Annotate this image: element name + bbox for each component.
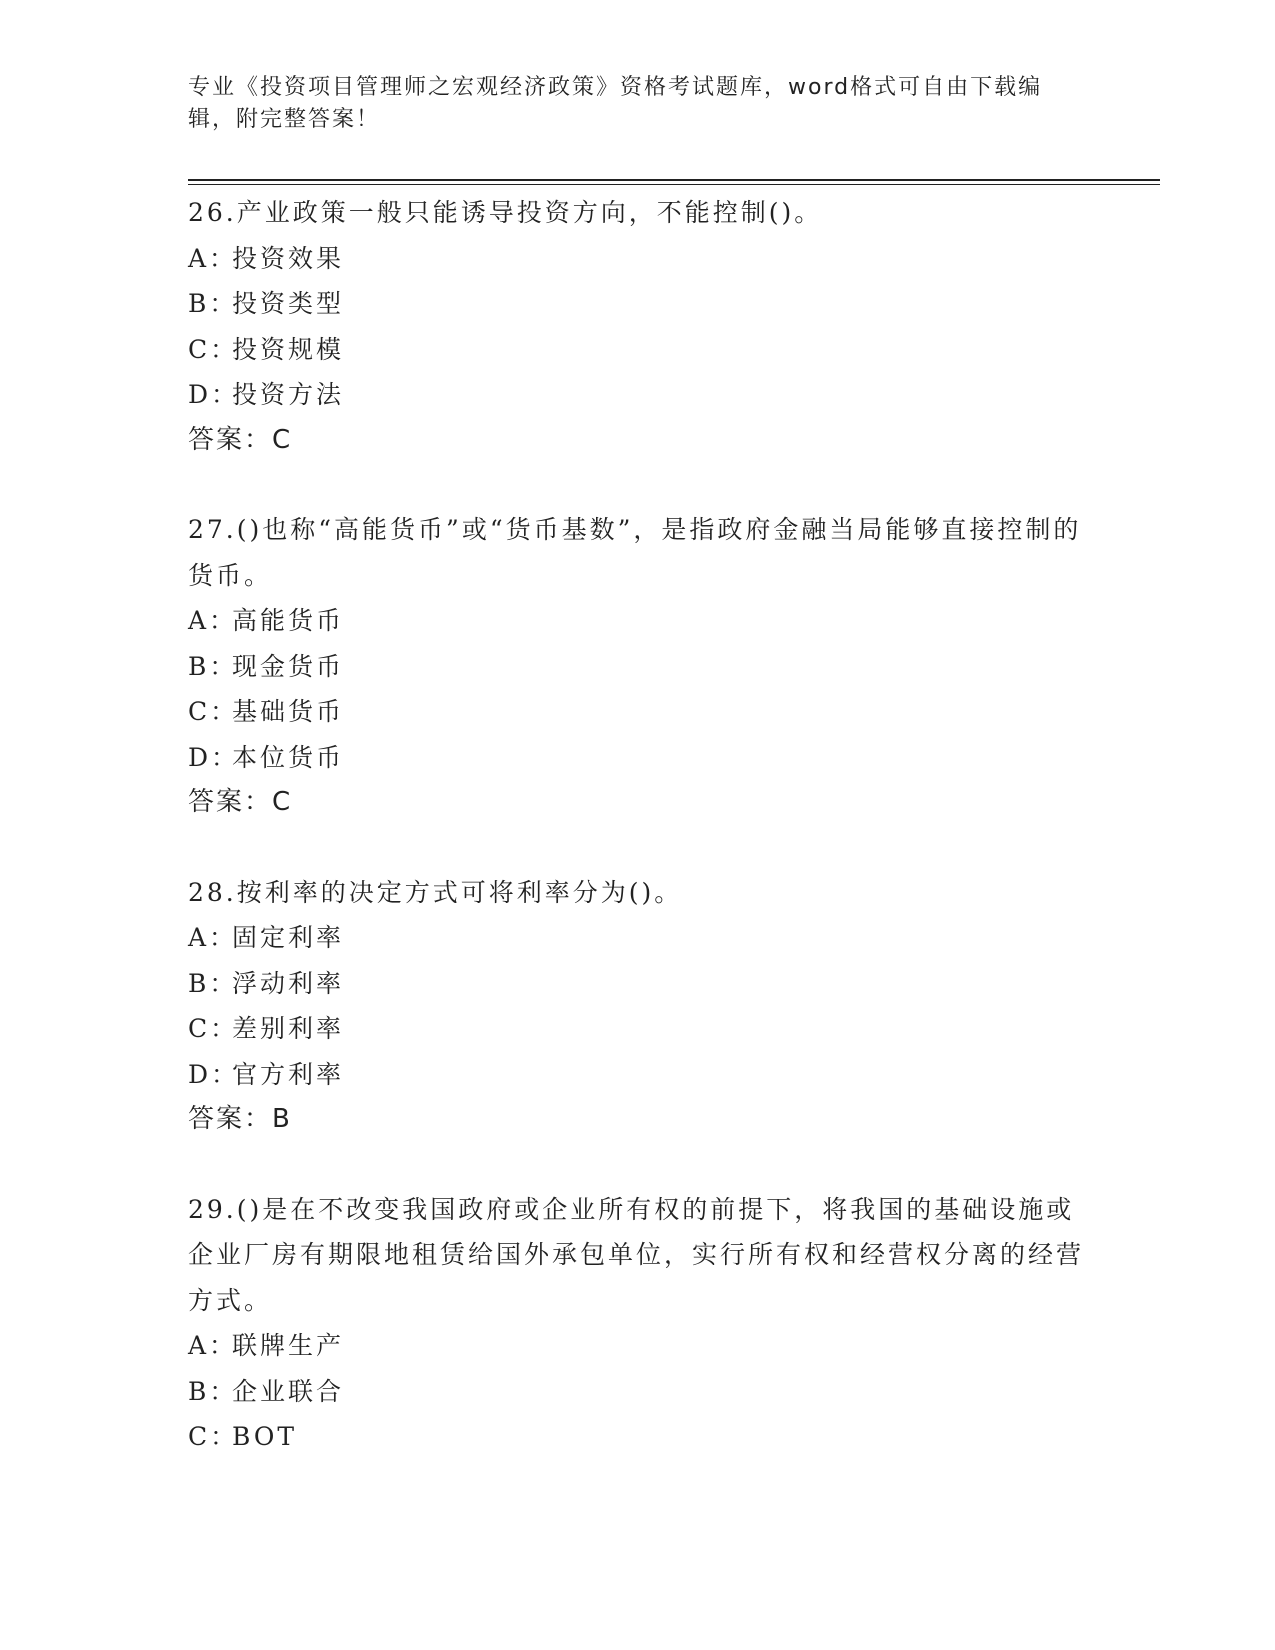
option-letter: A： [188, 923, 238, 952]
option-letter: C： [188, 334, 239, 364]
option-text: 固定利率 [232, 923, 345, 952]
header-note: 专业《投资项目管理师之宏观经济政策》资格考试题库，word格式可自由下载编辑，附完整答案！ [188, 75, 1043, 132]
option-a [188, 236, 1088, 282]
option-text: 投资效果 [232, 243, 345, 273]
option-a [188, 598, 1088, 644]
option-letter: A： [188, 1331, 238, 1360]
option-a [188, 1323, 1088, 1369]
question-27 [188, 507, 1088, 826]
option-letter: A： [188, 243, 238, 273]
option-c [188, 1414, 1088, 1460]
option-text: 投资方法 [232, 380, 345, 409]
option-text: 浮动利率 [232, 968, 345, 998]
answer-line: 答案：C [188, 787, 293, 817]
option-d [188, 735, 1088, 781]
option-letter: D： [188, 742, 240, 772]
header-divider [188, 179, 1160, 185]
option-a [188, 915, 1088, 961]
option-letter: C： [188, 1422, 239, 1451]
option-text: BOT [232, 1422, 298, 1451]
option-letter: D： [188, 380, 240, 409]
option-letter: C： [188, 697, 239, 726]
option-c [188, 1006, 1088, 1052]
option-text: 差别利率 [232, 1014, 345, 1043]
option-d [188, 372, 1088, 418]
option-b [188, 644, 1088, 690]
question-stem: 27.()也称“高能货币”或“货币基数”，是指政府金融当局能够直接控制的货币。 [188, 515, 1082, 590]
option-c [188, 689, 1088, 735]
option-b [188, 281, 1088, 327]
option-letter: B： [188, 1376, 238, 1406]
question-28 [188, 870, 1088, 1143]
option-text: 企业联合 [232, 1376, 345, 1406]
option-text: 联牌生产 [232, 1331, 345, 1360]
option-text: 现金货币 [232, 651, 345, 681]
option-text: 投资规模 [232, 334, 345, 364]
option-c [188, 327, 1088, 373]
option-text: 官方利率 [232, 1059, 345, 1089]
option-text: 高能货币 [232, 606, 345, 635]
option-letter: C： [188, 1014, 239, 1043]
option-letter: A： [188, 606, 238, 635]
option-text: 本位货币 [232, 742, 345, 772]
option-text: 投资类型 [232, 289, 345, 318]
option-d [188, 1052, 1088, 1098]
question-stem: 26.产业政策一般只能诱导投资方向，不能控制()。 [188, 198, 823, 227]
question-26 [188, 190, 1088, 463]
option-b [188, 961, 1088, 1007]
option-text: 基础货币 [232, 697, 345, 726]
question-stem: 29.()是在不改变我国政府或企业所有权的前提下，将我国的基础设施或企业厂房有期限地租赁给国外承包单位，实行所有权和经营权分离的经营方式。 [188, 1194, 1085, 1315]
option-letter: B： [188, 968, 238, 998]
answer-line: 答案：B [188, 1104, 292, 1134]
option-letter: B： [188, 289, 238, 318]
question-stem: 28.按利率的决定方式可将利率分为()。 [188, 877, 683, 907]
option-letter: B： [188, 651, 238, 681]
option-letter: D： [188, 1059, 240, 1089]
option-b [188, 1369, 1088, 1415]
question-29 [188, 1187, 1088, 1460]
question-list [188, 190, 1088, 1504]
answer-line: 答案：C [188, 424, 293, 455]
